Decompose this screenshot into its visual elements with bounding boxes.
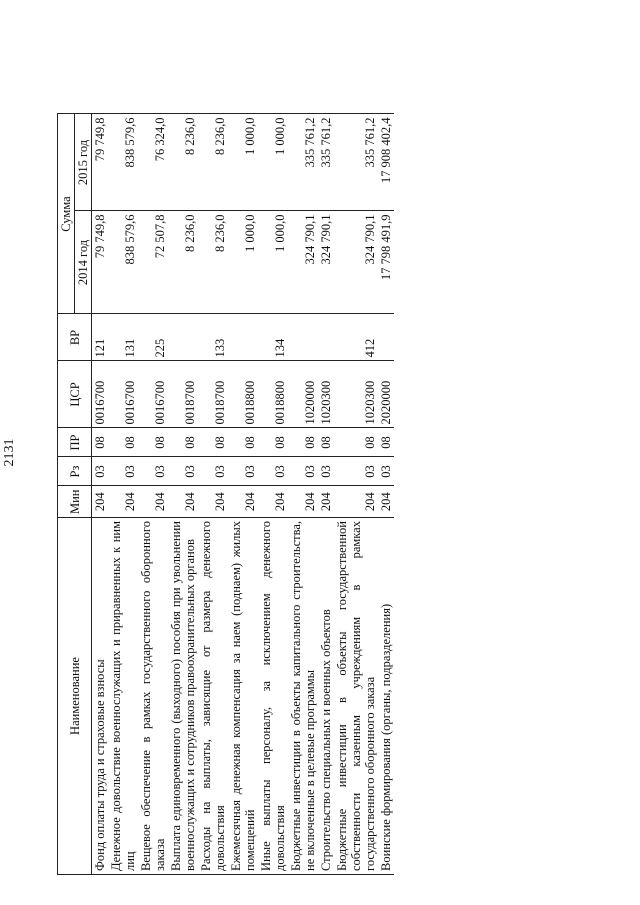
cell-2015: 1 000,0 <box>258 114 288 211</box>
cell-rz: 03 <box>228 457 258 486</box>
cell-min: 204 <box>258 486 288 518</box>
table-row <box>168 114 198 875</box>
table-row <box>318 114 334 875</box>
header-pr: ПР <box>58 428 92 457</box>
cell-2014: 838 579,6 <box>108 211 138 314</box>
cell-name: Бюджетные инвестиции в объекты капитального строительства, не включенные в целевые программы <box>288 518 318 875</box>
cell-min: 204 <box>288 486 318 518</box>
cell-csr: 0018800 <box>228 361 258 428</box>
cell-2014: 324 790,1 <box>318 211 334 314</box>
cell-csr: 1020300 <box>318 361 334 428</box>
header-name: Наименование <box>58 518 92 875</box>
cell-rz: 03 <box>198 457 228 486</box>
cell-vr: 131 <box>108 314 138 361</box>
cell-csr: 0018700 <box>198 361 228 428</box>
cell-rz: 03 <box>334 457 378 486</box>
cell-2014: 72 507,8 <box>138 211 168 314</box>
cell-csr: 0016700 <box>108 361 138 428</box>
table-row <box>378 114 394 875</box>
cell-pr: 08 <box>228 428 258 457</box>
cell-rz: 03 <box>288 457 318 486</box>
cell-2015: 335 761,2 <box>288 114 318 211</box>
cell-2015: 17 908 402,4 <box>378 114 394 211</box>
cell-csr: 0018700 <box>168 361 198 428</box>
table-row <box>198 114 228 875</box>
cell-pr: 08 <box>258 428 288 457</box>
table-row <box>108 114 138 875</box>
cell-pr: 08 <box>378 428 394 457</box>
header-min: Мин <box>58 486 92 518</box>
cell-min: 204 <box>318 486 334 518</box>
cell-name: Воинские формирования (органы, подразделения) <box>378 518 394 875</box>
header-vr: ВР <box>58 314 92 361</box>
cell-min: 204 <box>198 486 228 518</box>
cell-min: 204 <box>108 486 138 518</box>
cell-2015: 838 579,6 <box>108 114 138 211</box>
header-2015: 2015 год <box>75 114 92 211</box>
cell-pr: 08 <box>168 428 198 457</box>
page-number: 2131 <box>2 438 17 467</box>
cell-min: 204 <box>92 486 109 518</box>
cell-pr: 08 <box>108 428 138 457</box>
cell-2015: 335 761,2 <box>318 114 334 211</box>
cell-csr: 1020000 <box>288 361 318 428</box>
cell-2015: 1 000,0 <box>228 114 258 211</box>
cell-pr: 08 <box>198 428 228 457</box>
header-2014: 2014 год <box>75 211 92 314</box>
table-row <box>138 114 168 875</box>
cell-vr <box>228 314 258 361</box>
table-row <box>334 114 378 875</box>
cell-csr: 1020300 <box>334 361 378 428</box>
cell-csr: 0016700 <box>138 361 168 428</box>
cell-rz: 03 <box>318 457 334 486</box>
cell-2015: 79 749,8 <box>92 114 109 211</box>
cell-name: Вещевое обеспечение в рамках государственного оборонного заказа <box>138 518 168 875</box>
cell-2014: 1 000,0 <box>228 211 258 314</box>
cell-vr: 134 <box>258 314 288 361</box>
cell-pr: 08 <box>334 428 378 457</box>
cell-vr <box>168 314 198 361</box>
cell-csr: 0018800 <box>258 361 288 428</box>
cell-vr: 121 <box>92 314 109 361</box>
cell-2014: 8 236,0 <box>168 211 198 314</box>
cell-name: Фонд оплаты труда и страховые взносы <box>92 518 109 875</box>
cell-min: 204 <box>168 486 198 518</box>
cell-vr: 225 <box>138 314 168 361</box>
cell-rz: 03 <box>258 457 288 486</box>
budget-table <box>57 114 394 876</box>
cell-min: 204 <box>334 486 378 518</box>
cell-vr: 133 <box>198 314 228 361</box>
header-rz: Рз <box>58 457 92 486</box>
table-row <box>228 114 258 875</box>
cell-pr: 08 <box>92 428 109 457</box>
cell-rz: 03 <box>92 457 109 486</box>
cell-pr: 08 <box>138 428 168 457</box>
cell-name: Иные выплаты персоналу, за исключением денежного довольствия <box>258 518 288 875</box>
cell-2014: 324 790,1 <box>288 211 318 314</box>
cell-2015: 335 761,2 <box>334 114 378 211</box>
cell-name: Денежное довольствие военнослужащих и приравненных к ним лиц <box>108 518 138 875</box>
cell-pr: 08 <box>318 428 334 457</box>
header-sum: Сумма <box>58 114 75 314</box>
cell-2015: 76 324,0 <box>138 114 168 211</box>
cell-vr <box>378 314 394 361</box>
cell-vr <box>288 314 318 361</box>
cell-2014: 17 798 491,9 <box>378 211 394 314</box>
cell-2015: 8 236,0 <box>198 114 228 211</box>
cell-min: 204 <box>228 486 258 518</box>
table-row <box>92 114 109 875</box>
table-row <box>288 114 318 875</box>
cell-rz: 03 <box>378 457 394 486</box>
cell-csr: 2020000 <box>378 361 394 428</box>
cell-name: Выплата единовременного (выходного) пособия при увольнении военнослужащих и сотрудников правоохранительных органов <box>168 518 198 875</box>
cell-2014: 8 236,0 <box>198 211 228 314</box>
cell-rz: 03 <box>138 457 168 486</box>
table-row <box>258 114 288 875</box>
cell-rz: 03 <box>168 457 198 486</box>
cell-2015: 8 236,0 <box>168 114 198 211</box>
cell-min: 204 <box>378 486 394 518</box>
cell-min: 204 <box>138 486 168 518</box>
cell-2014: 324 790,1 <box>334 211 378 314</box>
cell-pr: 08 <box>288 428 318 457</box>
cell-rz: 03 <box>108 457 138 486</box>
cell-name: Строительство специальных и военных объектов <box>318 518 334 875</box>
header-csr: ЦСР <box>58 361 92 428</box>
cell-2014: 79 749,8 <box>92 211 109 314</box>
cell-name: Бюджетные инвестиции в объекты государственной собственности казенным учреждениям в рамках государственного оборонного заказа <box>334 518 378 875</box>
cell-vr <box>318 314 334 361</box>
cell-vr: 412 <box>334 314 378 361</box>
cell-name: Ежемесячная денежная компенсация за наем (поднаем) жилых помещений <box>228 518 258 875</box>
cell-name: Расходы на выплаты, зависящие от размера денежного довольствия <box>198 518 228 875</box>
cell-2014: 1 000,0 <box>258 211 288 314</box>
cell-csr: 0016700 <box>92 361 109 428</box>
